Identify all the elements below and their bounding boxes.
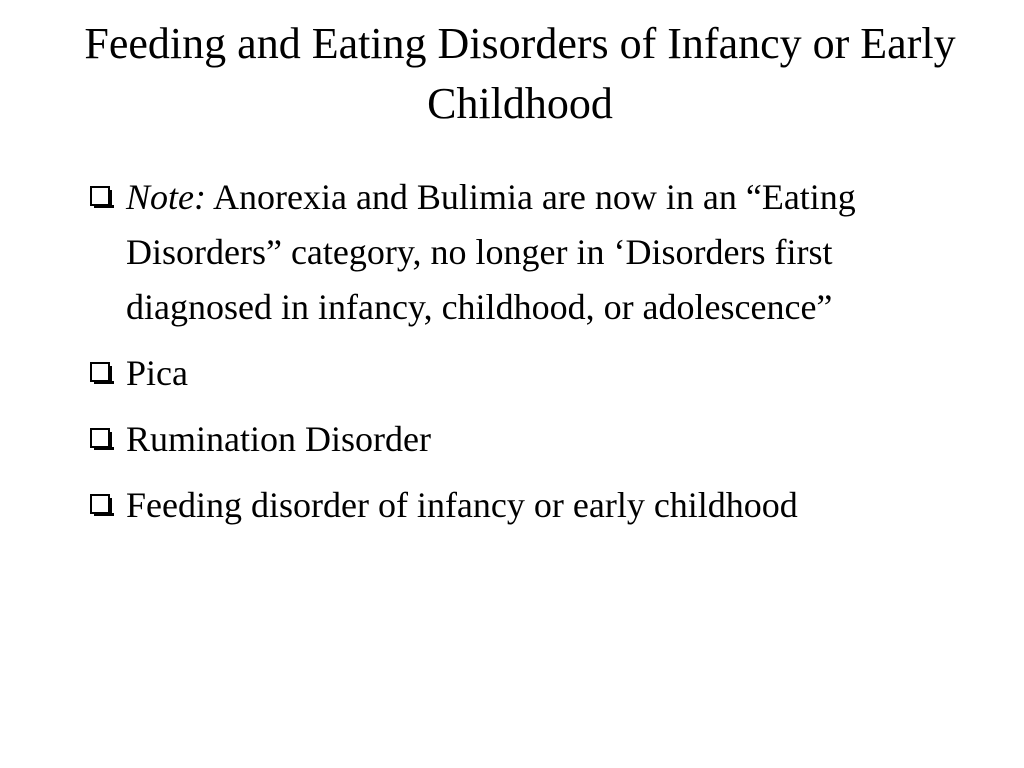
bullet-item-note xyxy=(88,170,958,335)
bullet-item-pica xyxy=(88,346,958,401)
bullet-text: Anorexia and Bulimia are now in an “Eating Disorders” category, no longer in ‘Disorders first diagnosed in infancy, childhood, or adolescence” xyxy=(126,177,856,327)
bullet-item-rumination xyxy=(88,412,958,467)
bullet-item-feeding-disorder xyxy=(88,478,958,533)
bullet-text: Pica xyxy=(126,353,188,393)
checkbox-bullet-icon xyxy=(90,186,110,206)
slide-title: Feeding and Eating Disorders of Infancy or Early Childhood xyxy=(84,19,956,128)
bullet-text: Feeding disorder of infancy or early childhood xyxy=(126,485,798,525)
checkbox-bullet-icon xyxy=(90,428,110,448)
checkbox-bullet-icon xyxy=(90,362,110,382)
bullet-text: Rumination Disorder xyxy=(126,419,431,459)
note-label: Note: xyxy=(126,177,206,217)
bullet-list xyxy=(88,170,958,544)
checkbox-bullet-icon xyxy=(90,494,110,514)
